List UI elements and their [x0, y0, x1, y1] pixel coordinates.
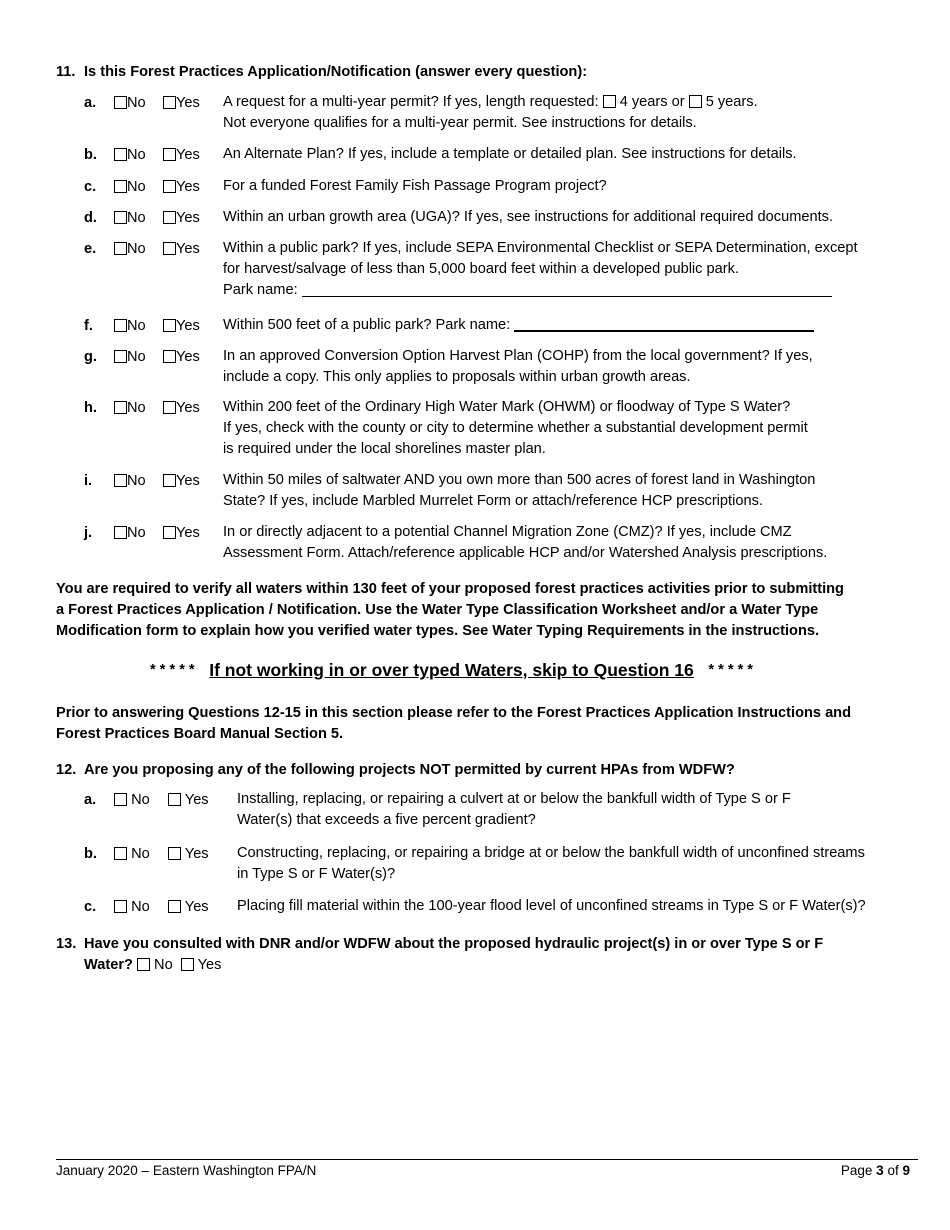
no-checkbox[interactable]: [114, 474, 127, 487]
skip-instruction: * * * * * If not working in or over typed Waters, skip to Question 16 * * * * *: [150, 660, 753, 680]
no-option: No: [114, 318, 146, 334]
yes-checkbox[interactable]: [163, 242, 176, 255]
yes-option: Yes: [163, 318, 200, 334]
item-text: Installing, replacing, or repairing a culvert at or below the bankfull width of Type S or F Water(s) that exceeds a five percent gradient?: [237, 791, 791, 828]
yes-option: Yes: [163, 473, 200, 489]
prior-instructions-paragraph: Prior to answering Questions 12-15 in this section please refer to the Forest Practices Application Instructions and Forest Practices Board Manual Section 5.: [56, 705, 852, 742]
no-option: No: [114, 241, 146, 257]
yes-checkbox[interactable]: [168, 847, 181, 860]
item-text: Within 200 feet of the Ordinary High Water Mark (OHWM) or floodway of Type S Water? If yes, check with the county or city to determine whether a substantial development permit is required under the local shorelines master plan.: [223, 399, 808, 457]
no-checkbox[interactable]: [114, 211, 127, 224]
yes-checkbox[interactable]: [163, 148, 176, 161]
item-text: Constructing, replacing, or repairing a bridge at or below the bankfull width of unconfined streams in Type S or F Water(s)?: [237, 845, 865, 882]
no-checkbox[interactable]: [114, 350, 127, 363]
four-years-checkbox[interactable]: [603, 95, 616, 108]
no-checkbox[interactable]: [114, 526, 127, 539]
yes-option: Yes: [163, 241, 200, 257]
footer-divider: [56, 1159, 918, 1160]
no-option: No: [114, 147, 146, 163]
page-number: Page 3 of 9: [840, 1163, 910, 1178]
yes-option: Yes: [163, 179, 200, 195]
item-text: A request for a multi-year permit? If yes, length requested: 4 years or 5 years. Not everyone qualifies for a multi-year permit. See instructions for details.: [223, 94, 758, 131]
no-checkbox[interactable]: [114, 242, 127, 255]
no-option: No: [114, 179, 146, 195]
park-name-input[interactable]: [302, 282, 832, 297]
no-option: No: [114, 400, 146, 416]
item-text: Placing fill material within the 100-year flood level of unconfined streams in Type S or F Water(s)?: [237, 898, 866, 914]
no-checkbox[interactable]: [114, 319, 127, 332]
question-number: 11.: [56, 64, 76, 80]
yes-option: Yes: [163, 147, 200, 163]
item-text: In or directly adjacent to a potential Channel Migration Zone (CMZ)? If yes, include CMZ Assessment Form. Attach/reference applicable HCP and/or Watershed Analysis prescriptions.: [223, 524, 828, 561]
yes-checkbox[interactable]: [163, 180, 176, 193]
question-text: Is this Forest Practices Application/Notification (answer every question):: [84, 64, 588, 80]
yes-option: Yes: [163, 210, 200, 226]
yes-option: Yes: [168, 899, 209, 915]
yes-checkbox[interactable]: [163, 526, 176, 539]
no-option: No: [114, 473, 146, 489]
no-checkbox[interactable]: [114, 793, 127, 806]
yes-option: Yes: [163, 349, 200, 365]
item-text: Within 50 miles of saltwater AND you own more than 500 acres of forest land in Washington State? If yes, include Marbled Murrelet Form or attach/reference HCP prescriptions.: [223, 472, 816, 509]
no-option: No: [114, 899, 150, 915]
no-option: No: [114, 95, 146, 111]
yes-option: Yes: [163, 95, 200, 111]
yes-checkbox[interactable]: [163, 474, 176, 487]
item-text: Within 500 feet of a public park? Park name:: [223, 315, 814, 336]
item-text: In an approved Conversion Option Harvest Plan (COHP) from the local government? If yes, include a copy. This only applies to proposals within urban growth areas.: [223, 348, 813, 385]
no-option: No: [114, 210, 146, 226]
item-letter: a.: [84, 95, 97, 111]
no-checkbox[interactable]: [114, 180, 127, 193]
yes-option: Yes: [163, 400, 200, 416]
yes-option: Yes: [168, 846, 209, 862]
no-option: No: [114, 846, 150, 862]
yes-checkbox[interactable]: [168, 793, 181, 806]
no-option: No: [114, 349, 146, 365]
item-text: Within an urban growth area (UGA)? If yes, see instructions for additional required documents.: [223, 209, 833, 225]
item-text: For a funded Forest Family Fish Passage Program project?: [223, 178, 607, 194]
park-name-input[interactable]: [514, 316, 814, 332]
yes-option: Yes: [163, 525, 200, 541]
yes-option: Yes: [168, 792, 209, 808]
no-checkbox[interactable]: [114, 96, 127, 109]
item-text: An Alternate Plan? If yes, include a template or detailed plan. See instructions for details.: [223, 146, 797, 162]
yes-checkbox[interactable]: [163, 350, 176, 363]
item-text: Within a public park? If yes, include SEPA Environmental Checklist or SEPA Determination, except for harvest/salvage of less than 5,000 board feet within a developed public park. Park name:: [223, 240, 858, 298]
footer-left: January 2020 – Eastern Washington FPA/N: [56, 1163, 317, 1178]
no-checkbox[interactable]: [114, 900, 127, 913]
no-checkbox[interactable]: [114, 401, 127, 414]
yes-checkbox[interactable]: [163, 96, 176, 109]
yes-checkbox[interactable]: [163, 211, 176, 224]
yes-checkbox[interactable]: [168, 900, 181, 913]
no-checkbox[interactable]: [137, 958, 150, 971]
no-checkbox[interactable]: [114, 847, 127, 860]
no-option: No: [114, 792, 150, 808]
no-option: No: [114, 525, 146, 541]
verify-waters-paragraph: You are required to verify all waters within 130 feet of your proposed forest practices activities prior to submitting a Forest Practices Application / Notification. Use the Water Type Classification Worksheet and/or a Water Type Modification form to explain how you verified water types. See Water Typing Requirements in the instructions.: [56, 581, 844, 639]
five-years-checkbox[interactable]: [689, 95, 702, 108]
yes-checkbox[interactable]: [163, 401, 176, 414]
yes-checkbox[interactable]: [163, 319, 176, 332]
yes-checkbox[interactable]: [181, 958, 194, 971]
no-checkbox[interactable]: [114, 148, 127, 161]
